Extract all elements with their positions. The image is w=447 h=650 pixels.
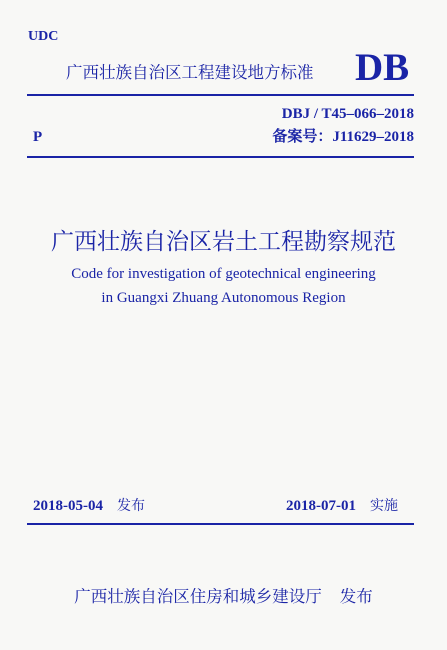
db-logo-mark: DB bbox=[355, 46, 410, 89]
issuing-authority-name: 广西壮族自治区住房和城乡建设厅 bbox=[74, 587, 322, 606]
standard-category: 广西壮族自治区工程建设地方标准 bbox=[66, 63, 314, 82]
publish-label: 发布 bbox=[117, 498, 145, 514]
udc-label: UDC bbox=[28, 29, 59, 44]
effective-date-block bbox=[286, 497, 398, 515]
publish-date-block bbox=[33, 497, 145, 515]
record-number: 备案号：J11629–2018 bbox=[272, 129, 414, 145]
effective-date: 2018-07-01 bbox=[286, 498, 356, 514]
p-label: P bbox=[33, 129, 43, 145]
document-title-english-line2: in Guangxi Zhuang Autonomous Region bbox=[101, 290, 346, 306]
document-title-english-line1: Code for investigation of geotechnical engineering bbox=[71, 266, 376, 282]
issue-label: 发布 bbox=[339, 587, 373, 606]
effective-label: 实施 bbox=[370, 498, 398, 514]
bottom-rule bbox=[27, 523, 414, 525]
publish-date: 2018-05-04 bbox=[33, 498, 103, 514]
document-title-chinese: 广西壮族自治区岩土工程勘察规范 bbox=[51, 229, 396, 255]
standard-code: DBJ / T45–066–2018 bbox=[281, 106, 414, 122]
header-divider bbox=[27, 94, 414, 96]
top-rule bbox=[27, 156, 414, 158]
issuing-authority bbox=[0, 587, 447, 607]
